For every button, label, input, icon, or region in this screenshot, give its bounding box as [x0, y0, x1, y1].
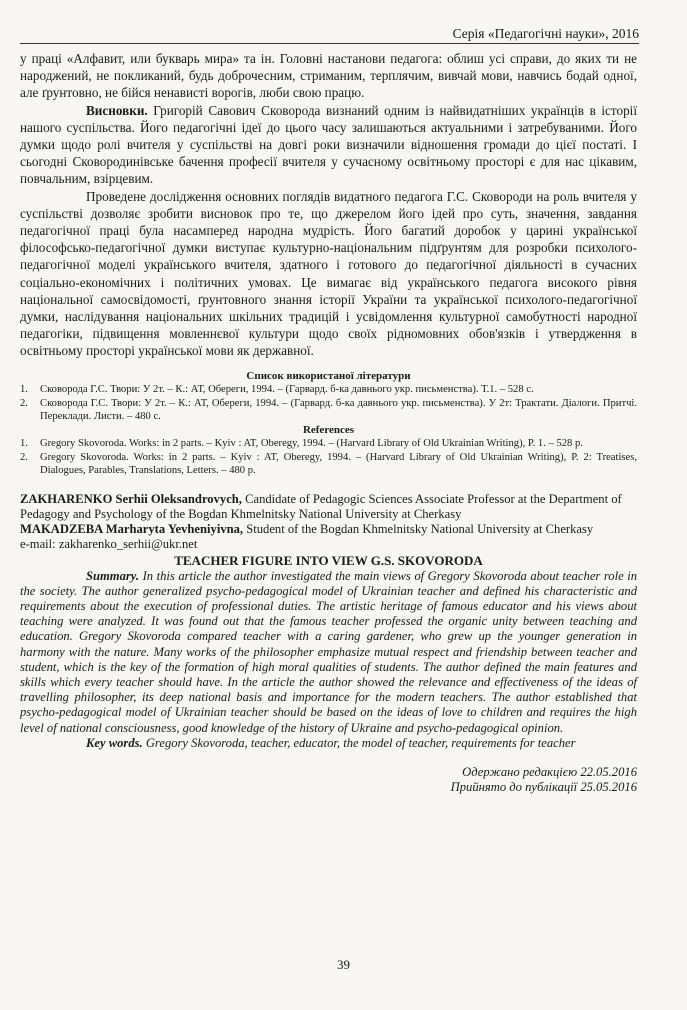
references-heading-ua: Список використаної літератури — [246, 369, 411, 382]
conclusions-label: Висновки. — [86, 102, 148, 118]
reference-item: 1. Gregory Skovoroda. Works: in 2 parts. – Kyiv : AT, Oberegy, 1994. – (Harvard Library of Old Ukrainian Writing), P. 1. – 528 p. — [20, 438, 583, 450]
page-number: 39 — [337, 957, 350, 972]
summary-text: In this article the author investigated the main views of Gregory Skovoroda about teacher role in the society. The author generalized psycho-pedagogical model of Ukrainian teacher and defined his characteristic and requirements about the execution of professional duties. The artistic heritage of famous educator and his views about teaching were analyzed. It was found out that the famous teacher professed the organic unity between teaching and education. Gregory Skovoroda compared teacher with a caring gardener, who grew up the younger generation in harmony with the nature. Many works of the philosopher emphasize mutual respect and friendship between teacher and student, which is the key of the formation of high moral qualities of students. The author defined the main features and skills which every teacher should have. In the article the author showed the relevance and effectiveness of the ideas of travelling philosopher, its deep national basis and importance for the modern teachers. The author established that psycho-pedagogical model of Ukrainian teacher should be based on the ideas of love to children and requires the high level of national consciousness, good knowledge of the history of Ukraine and psycho-pedagogical opinion. — [20, 568, 637, 735]
summary-paragraph — [20, 569, 637, 736]
references-heading-en: References — [302, 423, 355, 436]
accepted-date: Прийнято до публікації 25.05.2016 — [450, 780, 637, 795]
article-title-en: TEACHER FIGURE INTO VIEW G.S. SKOVORODA — [174, 552, 483, 568]
author-2-name: MAKADZEBA Marharyta Yevheniyivna, — [20, 521, 244, 536]
references-list-ua — [20, 383, 637, 424]
received-date: Одержано редакцією 22.05.2016 — [462, 765, 637, 780]
keywords-label: Key words. — [86, 735, 143, 750]
references-list-en — [20, 437, 637, 478]
author-2-affiliation: Student of the Bogdan Khmelnitsky National University at Cherkasy — [243, 521, 594, 536]
author-2 — [20, 522, 637, 537]
reference-item: 1. Сковорода Г.С. Твори: У 2т. – К.: АТ, Обереги, 1994. – (Гарвард. б-ка давнього укр. письменства). Т.1. – 528 с. — [20, 384, 534, 396]
page-body — [20, 50, 637, 795]
keywords-paragraph — [20, 736, 637, 751]
author-email: e-mail: zakharenko_serhii@ukr.net — [20, 536, 198, 551]
paragraph-research: Проведене дослідження основних поглядів видатного педагога Г.С. Сковороди на роль вчителя у суспільстві дозволяє зробити висновок про те, що джерелом його ідей про суть, значення, завдання педагогічної праці була насамперед народна мудрість. Його багатий доробок у царині української філософсько-педагогічної думки виступає культурно-національним підґрунтям для розробки психолого-педагогічної моделі українського вчителя, здатного і готового до педагогічної діяльності в сучасних соціально-економічних і політичних умовах. Це вимагає від українського педагога високого рівня національної самосвідомості, ґрунтовного знання історії України та української психолого-педагогічної думки, наслідування національних шкільних традицій і усвідомлення культурної самобутності народної педагогіки, підвищення мовленнєвої культури щодо своїх рідномовних обов'язків і утвердження в освітньому просторі української мови як державної. — [20, 188, 637, 359]
author-block — [20, 492, 637, 552]
author-1 — [20, 492, 637, 522]
paragraph-conclusions — [20, 102, 637, 188]
author-1-affiliation: Candidate of Pedagogic Sciences Associate Professor at the Department of Pedagogy and Psychology of the Bogdan Khmelnitsky National University at Cherkasy — [20, 491, 622, 521]
submission-dates — [20, 765, 637, 795]
running-header: Серія «Педагогічні науки», 2016 — [20, 26, 639, 44]
reference-item: 2. Сковорода Г.С. Твори: У 2т. – К.: АТ, Обереги, 1994. – (Гарвард. б-ка давнього укр. письменства). У 2т: Трактати. Діалоги. Притчі. Переклади. Листи. – 480 с. — [20, 397, 637, 423]
summary-label: Summary. — [86, 568, 140, 583]
keywords-text: Gregory Skovoroda, teacher, educator, the model of teacher, requirements for teacher — [142, 735, 576, 750]
reference-item: 2. Gregory Skovoroda. Works: in 2 parts. – Kyiv : AT, Oberegy, 1994. – (Harvard Library of Old Ukrainian Writing), P. 2: Treatises, Dialogues, Parables, Translations, Letters. – 480 p. — [20, 451, 637, 477]
references-section — [20, 370, 637, 478]
author-1-name: ZAKHARENKO Serhii Oleksandrovych, — [20, 491, 242, 506]
paragraph-continuation: у праці «Алфавит, или букварь мира» та ін. Головні настанови педагога: облиш усі справи, до яких ти не народжений, не покликаний, будь доброчесним, стриманим, терплячим, вивчай мови, навчись бодай одної, але ґрунтовно, не бійся ненависті ворогів, люби свою працю. — [20, 51, 637, 101]
conclusions-text: Григорій Савович Сковорода визнаний одним із найвидатніших українців в історії нашого суспільства. Його педагогічні ідеї до цього часу залишаються актуальними і затребуваними. Його думки щодо ролі вчителя у суспільстві на довгі роки визначили відношення громади до цієї постаті. І сьогодні Сковородинівське бачення професії вчителя у сучасному освітньому просторі є для нас цікавим, повчальним, взірцевим. — [20, 102, 637, 187]
